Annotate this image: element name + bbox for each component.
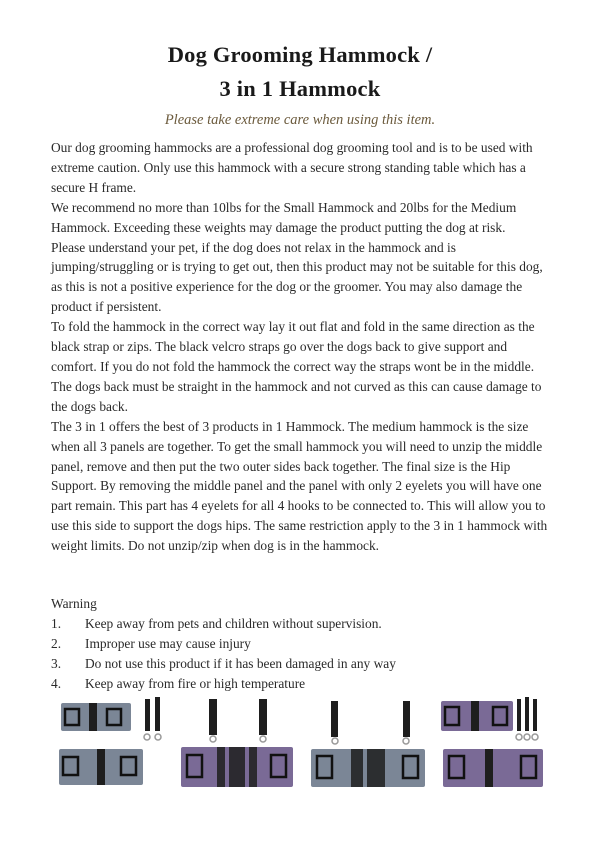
warning-heading: Warning (51, 596, 97, 611)
warning-item: 1. Keep away from pets and children without supervision. (51, 615, 382, 631)
hammock-photo-purple-split (437, 695, 550, 795)
paragraph-3in1: The 3 in 1 offers the best of 3 products in 1 Hammock. The medium hammock is the size when all 3 panels are together. To get the small hammock you will need to unzip the middle panel, remove and then put the two outer sides back together. The final size is the Hip Support. By removing the middle panel and the panel with only 2 eyelets you will have one part remain. This part has 4 eyelets for all 4 hooks to be connected to. This will allow you to use this side to support the dogs hips. The same restriction apply to the 3 in 1 hammock with weight limits. Do not unzip/zip when dog is in the hammock. (51, 418, 548, 554)
warning-item: 4. Keep away from fire or high temperature (51, 675, 306, 691)
product-photos (55, 695, 550, 795)
paragraph-behaviour: Please understand your pet, if the dog does not relax in the hammock and is jumping/struggling or is trying to get out, then this product may not be suitable for this dog, as this is not a positive experience for the dog or the groomer. You may also damage the product if persistent. (51, 239, 543, 315)
paragraph-folding: To fold the hammock in the correct way lay it out flat and fold in the same direction as the black strap or zips. The black velcro straps go over the dogs back to give support and comfort. If you do not fold the hammock the correct way the straps wont be in the middle. The dogs back must be straight in the hammock and not curved as this can cause damage to the dogs back. (51, 319, 542, 414)
hammock-photo-grey-split (55, 695, 173, 795)
hammock-photo-grey-assembled (305, 695, 430, 795)
title-line-1: Dog Grooming Hammock / (167, 42, 433, 67)
warning-list (51, 614, 556, 694)
warning-section (51, 594, 556, 694)
caution-subtitle: Please take extreme care when using this item. (164, 112, 436, 128)
paragraph-intro: Our dog grooming hammocks are a professional dog grooming tool and is to be used with extreme caution. Only use this hammock with a secure strong standing table which has a secure H frame. (51, 140, 533, 195)
paragraph-weights: We recommend no more than 10lbs for the Small Hammock and 20lbs for the Medium Hammock. Exceeding these weights may damage the product putting the dog at risk. (51, 199, 517, 235)
instructions-body (51, 138, 556, 556)
warning-item: 2. Improper use may cause injury (51, 635, 251, 651)
title-line-2: 3 in 1 Hammock (219, 76, 381, 101)
warning-item: 3. Do not use this product if it has been damaged in any way (51, 655, 396, 671)
hammock-photo-purple-assembled (173, 695, 298, 795)
